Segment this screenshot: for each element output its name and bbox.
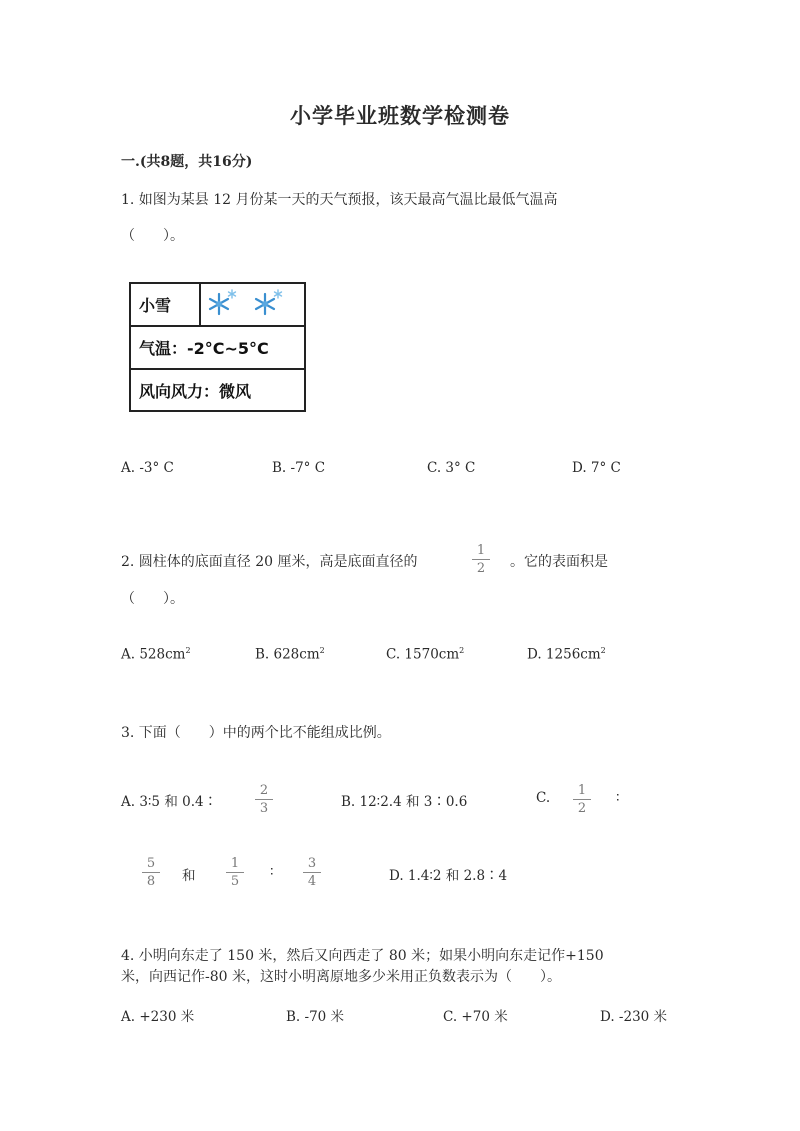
q3-text: 3. 下面（ ）中的两个比不能组成比例。 [121,725,391,741]
q2-text-line1-b: 。它的表面积是 [510,554,608,570]
q1-option-b[interactable]: B. -7° C [272,460,326,476]
q4-text-line1: 4. 小明向东走了 150 米，然后又向西走了 80 米；如果小明向东走记作+150 [121,948,604,964]
fraction-denominator: 4 [307,874,317,889]
q3-option-c[interactable]: C. [536,790,551,806]
q3-option-c-fraction-4 [303,856,321,889]
snowflake-icon [251,288,285,322]
q4-option-d[interactable]: D. -230 米 [600,1009,668,1025]
fraction-numerator: 3 [303,856,321,873]
q4-text-line2: 米，向西记作-80 米，这时小明离原地多少米用正负数表示为（ ）。 [121,969,561,985]
fraction-denominator: 2 [476,561,486,576]
q3-option-c-fraction-2 [142,856,160,889]
fraction-numerator: 1 [573,783,591,800]
q2-text-line2: （ ）。 [121,591,184,607]
q1-option-d[interactable]: D. 7° C [572,460,621,476]
weather-icons [201,284,306,325]
fraction-denominator: 8 [146,874,156,889]
q4-option-c[interactable]: C. +70 米 [443,1009,508,1025]
weather-row-condition [131,284,304,327]
q4-option-b[interactable]: B. -70 米 [286,1009,345,1025]
weather-condition-label: 小雪 [139,296,172,315]
q1-text-line2: （ ）。 [121,228,184,244]
snowflake-icon [205,288,239,322]
weather-row-wind [131,370,304,410]
q2-fraction [472,543,490,576]
fraction-numerator: 1 [226,856,244,873]
q3-option-c-fraction-3 [226,856,244,889]
q3-option-a[interactable]: A. 3∶5 和 0.4∶ [121,794,218,810]
q3-option-c-and: 和 [182,868,196,884]
weather-forecast-card [129,282,306,412]
q3-option-c-colon-2: ∶ [270,864,274,880]
q1-option-a[interactable]: A. -3° C [121,460,174,476]
q2-option-d[interactable]: D. $1256cm^2$ [527,646,606,663]
q4-option-a[interactable]: A. +230 米 [121,1009,195,1025]
section-heading: 一.(共8题，共16分) [121,154,253,170]
fraction-numerator: 1 [472,543,490,560]
weather-temperature: 气温：-2°C~5°C [139,339,269,358]
q3-option-a-fraction [255,783,273,816]
fraction-denominator: 3 [259,801,269,816]
q2-text-line1-a: 2. 圆柱体的底面直径 20 厘米，高是底面直径的 [121,554,418,570]
q2-option-c[interactable]: C. $1570cm^2$ [386,646,465,663]
weather-wind: 风向风力：微风 [139,381,252,401]
fraction-denominator: 5 [230,874,240,889]
page-title: 小学毕业班数学检测卷 [290,103,510,128]
q2-option-b[interactable]: B. $628cm^2$ [255,646,325,663]
fraction-denominator: 2 [577,801,587,816]
q2-option-a[interactable]: A. $528cm^2$ [121,646,191,663]
q3-option-d[interactable]: D. 1.4∶2 和 2.8∶4 [389,868,508,884]
fraction-numerator: 2 [255,783,273,800]
q1-text-line1: 1. 如图为某县 12 月份某一天的天气预报，该天最高气温比最低气温高 [121,192,558,208]
q3-option-b[interactable]: B. 12∶2.4 和 3∶0.6 [341,794,468,810]
q3-option-c-fraction [573,783,591,816]
weather-row-temperature [131,327,304,370]
fraction-numerator: 5 [142,856,160,873]
q3-option-c-colon: ∶ [616,790,620,806]
q1-option-c[interactable]: C. 3° C [427,460,476,476]
